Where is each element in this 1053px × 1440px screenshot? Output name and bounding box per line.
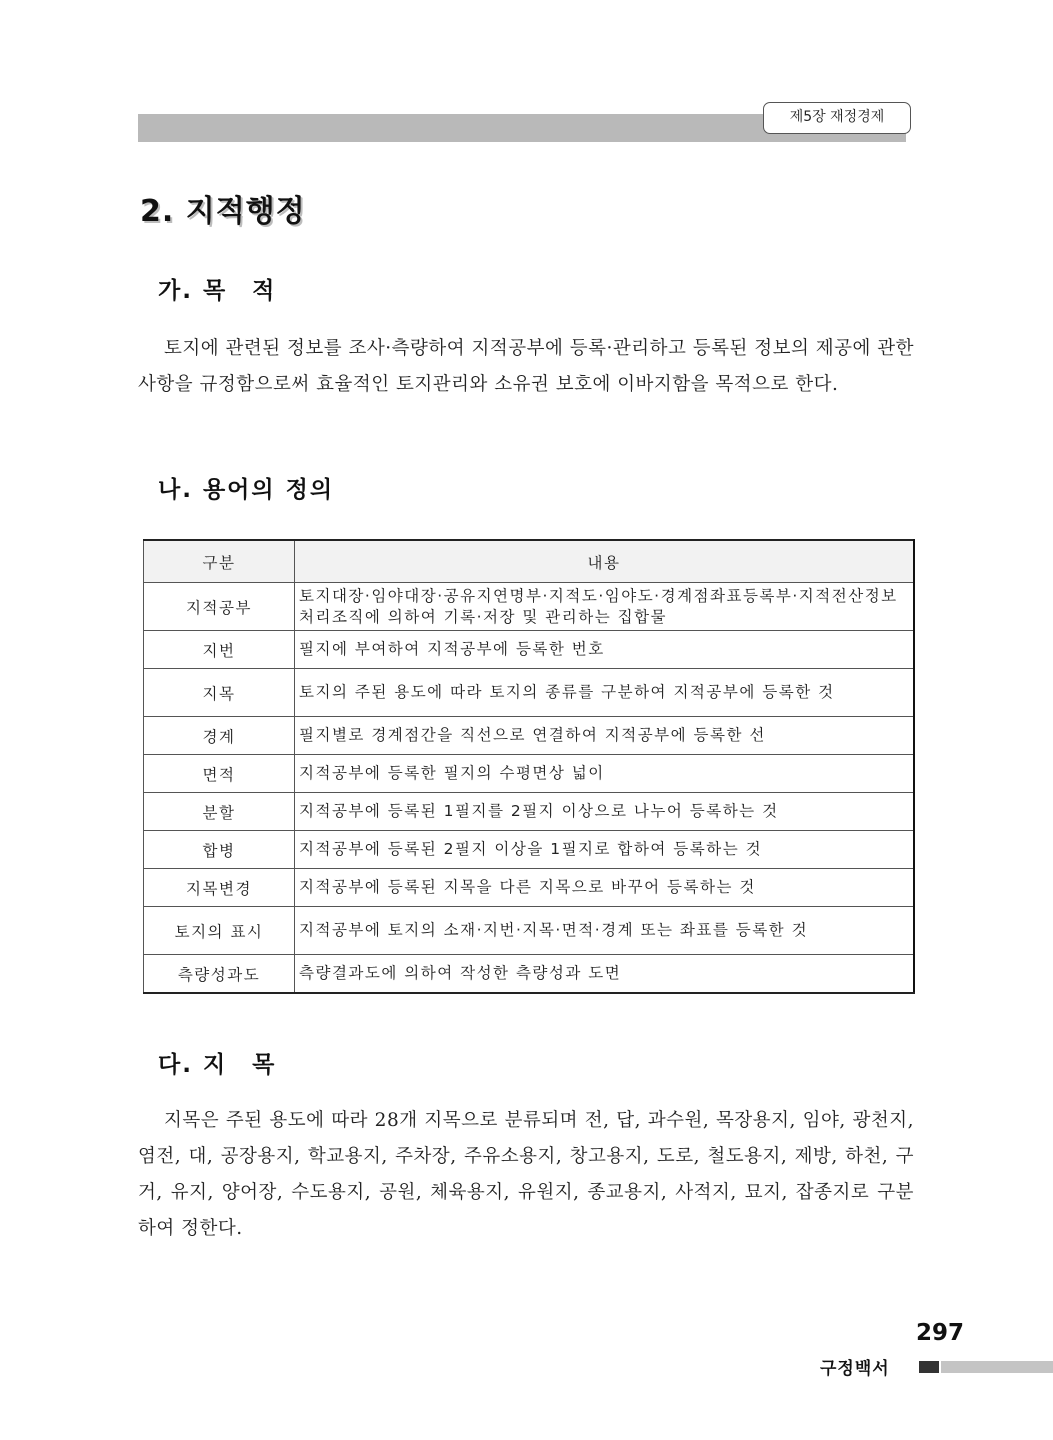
term-cell: 합병	[144, 831, 295, 869]
term-cell: 지적공부	[144, 583, 295, 631]
land-category-paragraph: 지목은 주된 용도에 따라 28개 지목으로 분류되며 전, 답, 과수원, 목장용지, 임야, 광천지, 염전, 대, 공장용지, 학교용지, 주차장, 주유소용지, 창고용지, 도로, 철도용지, 제방, 하천, 구거, 유지, 양어장, 수도용지, 공원, 체육용지, 유원지, 종교용지, 사적지, 묘지, 잡종지로 구분하여 정한다.	[138, 1110, 914, 1239]
section-title: 2. 지적행정	[140, 194, 306, 229]
definition-cell: 지적공부에 등록된 2필지 이상을 1필지로 합하여 등록하는 것	[295, 831, 915, 869]
definition-cell: 지적공부에 토지의 소재·지번·지목·면적·경계 또는 좌표를 등록한 것	[295, 907, 915, 955]
table-row	[144, 955, 915, 994]
terms-heading: 나. 용어의 정의	[158, 477, 335, 503]
term-cell: 경계	[144, 717, 295, 755]
purpose-paragraph: 토지에 관련된 정보를 조사·측량하여 지적공부에 등록·관리하고 등록된 정보의 제공에 관한 사항을 규정함으로써 효율적인 토지관리와 소유권 보호에 이바지함을 목적으로 한다.	[138, 338, 914, 395]
definition-cell: 토지대장·임야대장·공유지연명부·지적도·임야도·경계점좌표등록부·지적전산정보처리조직에 의하여 기록·저장 및 관리하는 집합물	[295, 583, 915, 631]
header-definition: 내용	[295, 540, 915, 583]
term-cell: 지목	[144, 669, 295, 717]
table-row	[144, 631, 915, 669]
page-number: 297	[916, 1320, 965, 1346]
table-row	[144, 717, 915, 755]
purpose-heading: 가. 목 적	[158, 278, 277, 304]
definition-cell: 지적공부에 등록한 필지의 수평면상 넓이	[295, 755, 915, 793]
table-row	[144, 669, 915, 717]
definition-cell: 측량결과도에 의하여 작성한 측량성과 도면	[295, 955, 915, 994]
definition-cell: 지적공부에 등록된 지목을 다른 지목으로 바꾸어 등록하는 것	[295, 869, 915, 907]
definition-cell: 토지의 주된 용도에 따라 토지의 종류를 구분하여 지적공부에 등록한 것	[295, 669, 915, 717]
definition-cell: 필지에 부여하여 지적공부에 등록한 번호	[295, 631, 915, 669]
table-row	[144, 907, 915, 955]
table-row	[144, 831, 915, 869]
terms-table	[143, 539, 915, 994]
chapter-tab: 제5장 재정경제	[763, 102, 911, 134]
footer-accent-light	[941, 1361, 1053, 1373]
header-term: 구분	[144, 540, 295, 583]
table-row	[144, 755, 915, 793]
term-cell: 토지의 표시	[144, 907, 295, 955]
term-cell: 측량성과도	[144, 955, 295, 994]
term-cell: 지목변경	[144, 869, 295, 907]
table-header-row	[144, 540, 915, 583]
definition-cell: 지적공부에 등록된 1필지를 2필지 이상으로 나누어 등록하는 것	[295, 793, 915, 831]
footer-accent-dark	[919, 1361, 939, 1373]
table-row	[144, 793, 915, 831]
term-cell: 지번	[144, 631, 295, 669]
land-category-heading: 다. 지 목	[158, 1052, 277, 1078]
term-cell: 분할	[144, 793, 295, 831]
term-cell: 면적	[144, 755, 295, 793]
book-title: 구정백서	[820, 1359, 890, 1379]
table-row	[144, 869, 915, 907]
definition-cell: 필지별로 경계점간을 직선으로 연결하여 지적공부에 등록한 선	[295, 717, 915, 755]
table-row	[144, 583, 915, 631]
